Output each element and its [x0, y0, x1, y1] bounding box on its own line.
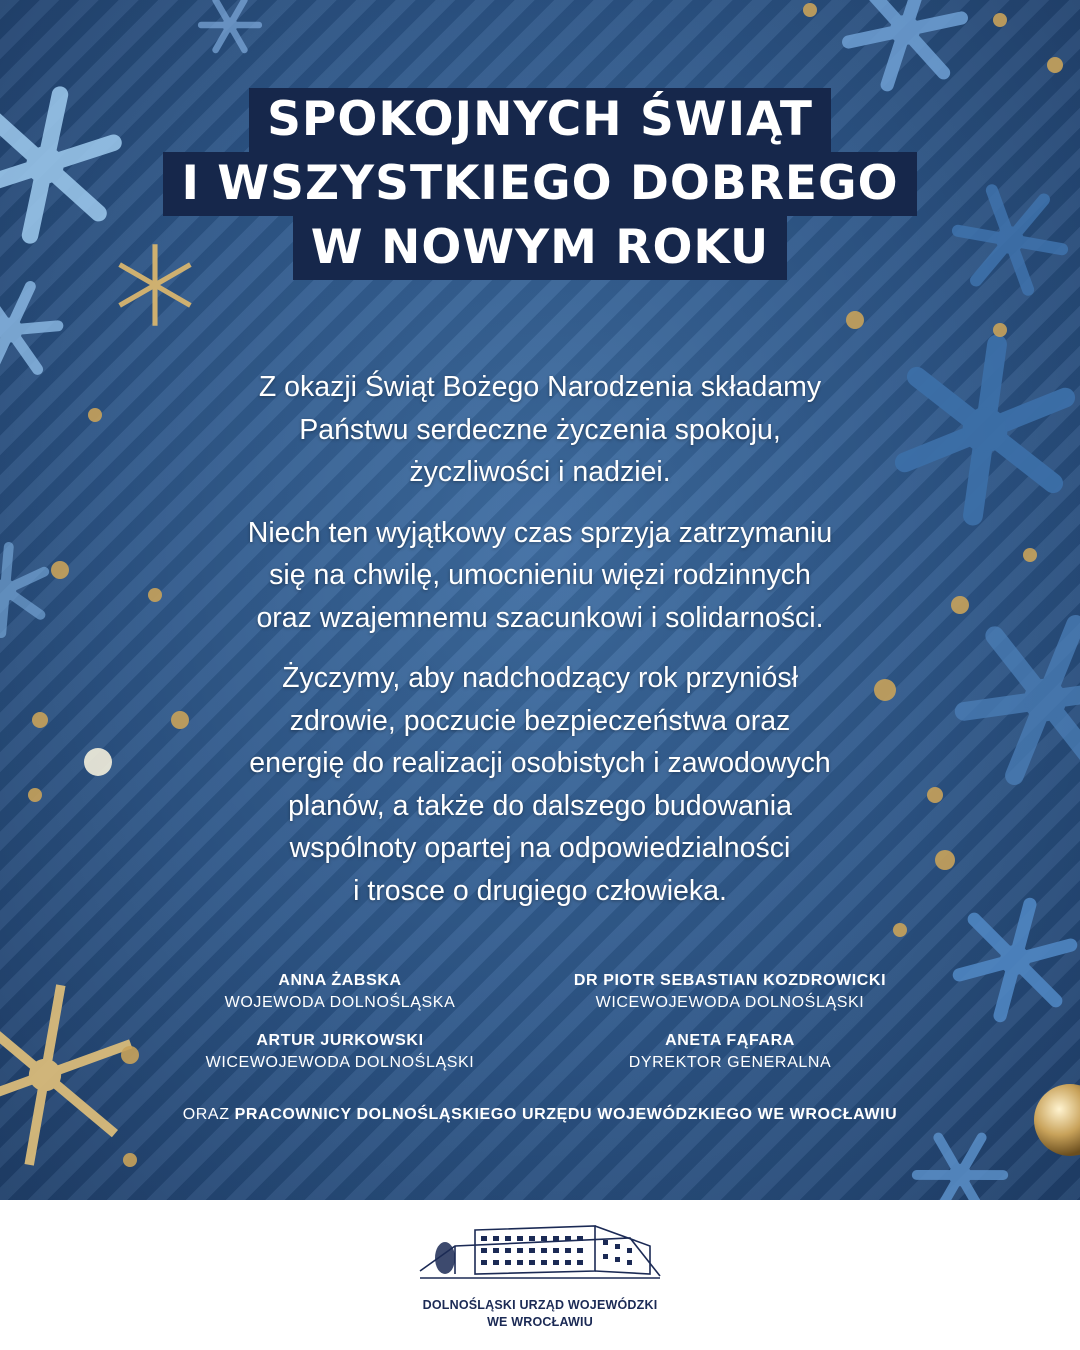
- text-line: się na chwilę, umocnieniu więzi rodzinnych: [269, 559, 811, 591]
- organization-name: [340, 1297, 740, 1331]
- text-line: życzliwości i nadziei.: [409, 456, 671, 488]
- text-line: Życzymy, aby nadchodzący rok przyniósł: [282, 662, 798, 694]
- snowflake-icon: [194, 0, 266, 62]
- closing-prefix: ORAZ: [182, 1106, 230, 1123]
- headline-line-1: SPOKOJNYCH ŚWIĄT: [249, 88, 831, 152]
- signatory: [150, 970, 530, 1014]
- signatory-name: ANETA FĄFARA: [665, 1032, 795, 1049]
- greeting-message: [150, 366, 930, 930]
- text-line: Z okazji Świąt Bożego Narodzenia składamy: [258, 371, 822, 403]
- signatory-title: WICEWOJEWODA DOLNOŚLĄSKI: [205, 1054, 475, 1071]
- closing-emphasis: PRACOWNICY DOLNOŚLĄSKIEGO URZĘDU WOJEWÓDZKIEGO WE WROCŁAWIU: [234, 1106, 898, 1123]
- snowflake-icon: [906, 1119, 1014, 1200]
- signatory-title: WOJEWODA DOLNOŚLĄSKA: [224, 994, 456, 1011]
- text-line: i trosce o drugiego człowieka.: [353, 874, 727, 907]
- snowflake-icon: [840, 0, 971, 100]
- signatory-name: ARTUR JURKOWSKI: [256, 1032, 424, 1049]
- signatory: [530, 1030, 930, 1074]
- gold-snowflake-icon: [0, 971, 139, 1178]
- text-line: energię do realizacji osobistych i zawodowych: [249, 747, 831, 779]
- text-line: wspólnoty opartej na odpowiedzialności: [289, 832, 791, 864]
- signatories: [150, 970, 930, 1074]
- text-line: planów, a także do dalszego budowania: [288, 789, 792, 822]
- signatory-title: DYREKTOR GENERALNA: [628, 1054, 832, 1071]
- signatory-name: DR PIOTR SEBASTIAN KOZDROWICKI: [573, 972, 887, 989]
- signatory: [530, 970, 930, 1014]
- signatory: [150, 1030, 530, 1074]
- greeting-paragraph: [150, 657, 930, 912]
- signatory-title: WICEWOJEWODA DOLNOŚLĄSKI: [595, 994, 865, 1011]
- snowflake-icon: [952, 891, 1078, 1028]
- greeting-paragraph: [150, 366, 930, 494]
- text-line: Niech ten wyjątkowy czas sprzyja zatrzymaniu: [247, 516, 833, 549]
- office-building-icon: [415, 1216, 665, 1286]
- text-line: zdrowie, poczucie bezpieczeństwa oraz: [289, 704, 791, 737]
- headline-line-2: I WSZYSTKIEGO DOBREGO: [163, 152, 916, 216]
- signatory-name: ANNA ŻABSKA: [278, 972, 402, 989]
- snowflake-icon: [0, 269, 68, 391]
- text-line: Państwu serdeczne życzenia spokoju,: [299, 413, 781, 446]
- organization-name-line: WE WROCŁAWIU: [487, 1315, 593, 1329]
- snowflake-icon: [949, 598, 1080, 802]
- organization-name-line: DOLNOŚLĄSKI URZĄD WOJEWÓDZKI: [422, 1298, 658, 1312]
- headline-line-3: W NOWYM ROKU: [293, 216, 787, 280]
- greeting-paragraph: [150, 512, 930, 640]
- text-line: oraz wzajemnemu szacunkowi i solidarności.: [256, 601, 824, 634]
- closing-line: [0, 1106, 1080, 1124]
- snowflake-icon: [0, 544, 46, 637]
- headline: [0, 88, 1080, 280]
